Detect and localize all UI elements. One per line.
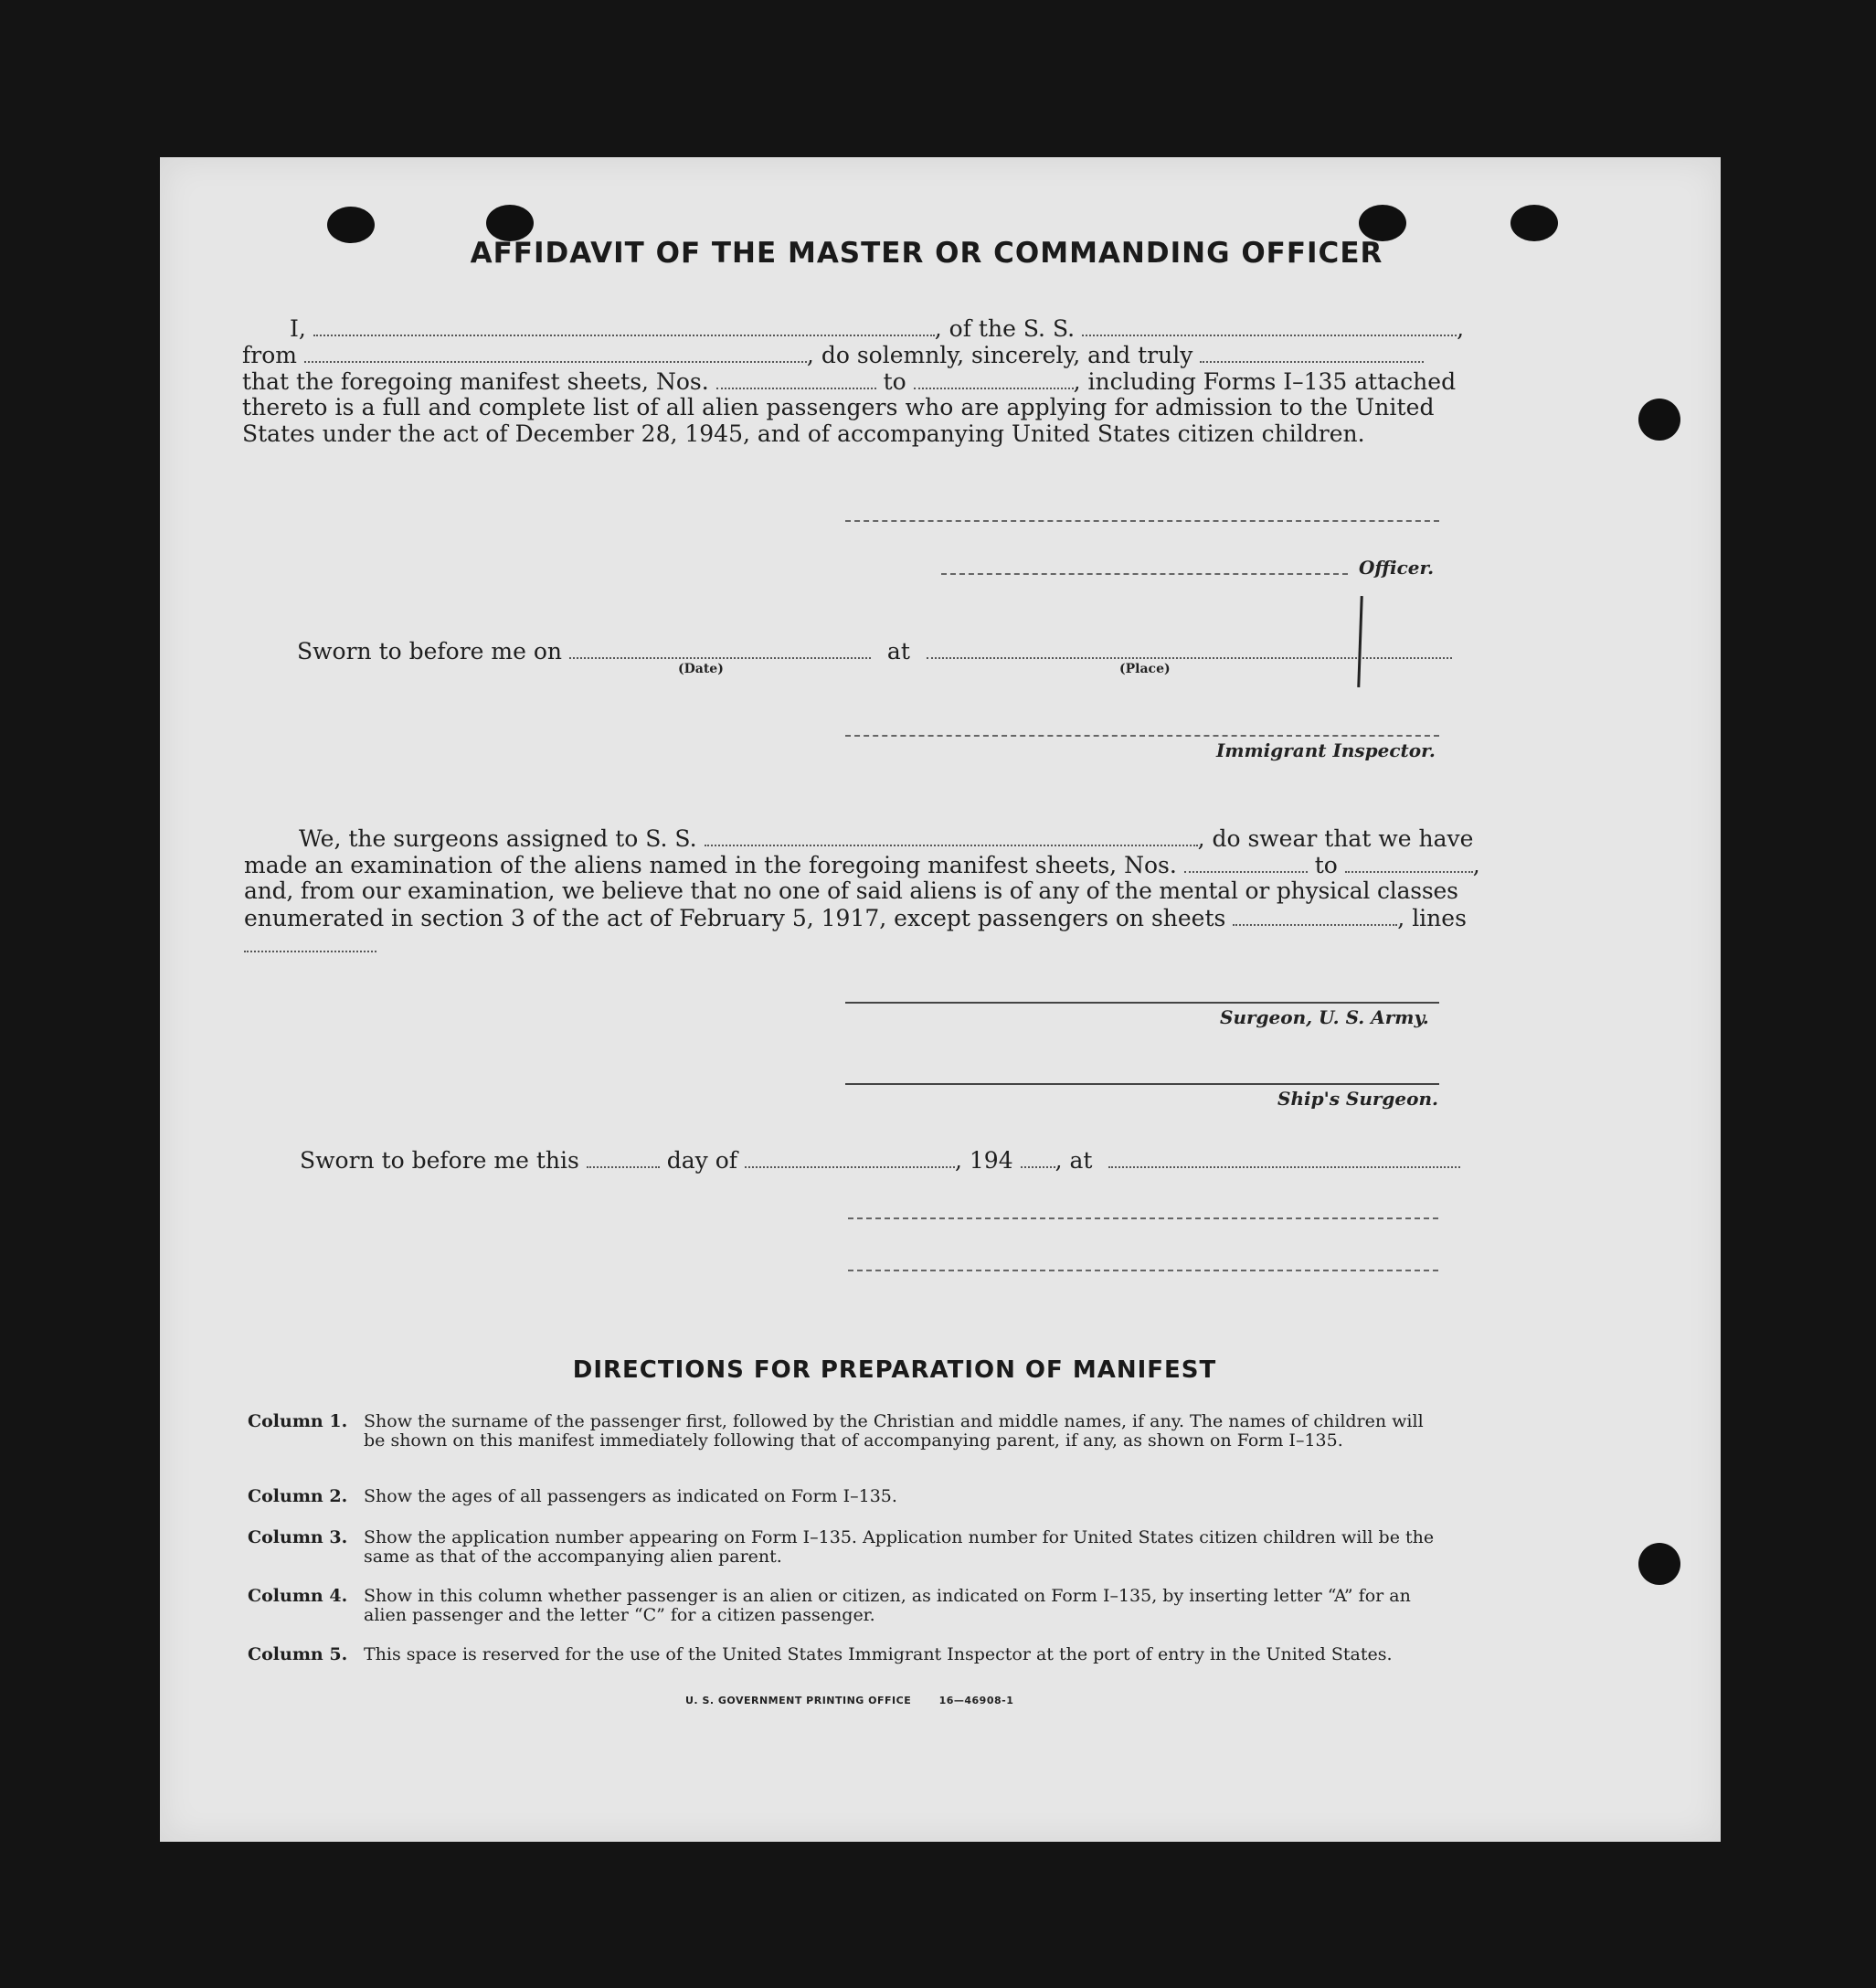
ship-surgeon-signature-line[interactable] bbox=[845, 1083, 1439, 1085]
column-3-label: Column 3. bbox=[248, 1527, 348, 1547]
affidavit-line-4: thereto is a full and complete list of all alien passengers who are applying for admission to the United bbox=[242, 394, 1435, 420]
sworn-month-field[interactable] bbox=[745, 1146, 955, 1168]
punch-hole bbox=[486, 205, 534, 241]
affidavit-line-3 bbox=[242, 367, 1456, 396]
affidavit-title: AFFIDAVIT OF THE MASTER OR COMMANDING OFFICER bbox=[470, 237, 1383, 270]
ss-label: , of the S. S. bbox=[934, 315, 1076, 342]
form-code: 16—46908-1 bbox=[938, 1695, 1014, 1706]
affidavit-line-5: States under the act of December 28, 1945, and of accompanying United States citizen children. bbox=[242, 420, 1365, 447]
surgeons-line-4 bbox=[244, 904, 1467, 932]
officer-label: Officer. bbox=[1359, 557, 1435, 579]
sworn-on-line bbox=[297, 637, 1452, 665]
sworn-date-field[interactable] bbox=[569, 637, 871, 659]
inspector-signature-line[interactable] bbox=[845, 735, 1439, 737]
officer-signature-line-1[interactable] bbox=[845, 520, 1439, 522]
date-caption: (Date) bbox=[678, 662, 724, 676]
i-label: I, bbox=[290, 315, 306, 342]
direction-column-3 bbox=[248, 1528, 1445, 1567]
sheets-to-field[interactable] bbox=[914, 367, 1074, 389]
lines-label: , lines bbox=[1397, 905, 1467, 931]
oath-field[interactable] bbox=[1200, 341, 1424, 363]
surgeons-intro: We, the surgeons assigned to S. S. bbox=[299, 825, 697, 852]
at-label: , at bbox=[1055, 1147, 1093, 1174]
departure-port-field[interactable] bbox=[304, 341, 807, 363]
sworn-day-field[interactable] bbox=[587, 1146, 660, 1168]
column-2-label: Column 2. bbox=[248, 1486, 348, 1506]
place-caption: (Place) bbox=[1119, 662, 1171, 676]
column-3-text: Show the application number appearing on Form I–135. Application number for United States citizen children will be the same as that of the accompanying alien parent. bbox=[364, 1527, 1435, 1567]
inspector-label: Immigrant Inspector. bbox=[1216, 739, 1436, 761]
direction-column-2 bbox=[248, 1487, 1445, 1506]
army-surgeon-signature-line[interactable] bbox=[845, 1002, 1439, 1004]
comma: , bbox=[1457, 315, 1465, 342]
sworn-place-field[interactable] bbox=[927, 637, 1452, 659]
sworn-this-line bbox=[300, 1146, 1460, 1175]
surgeon-sheets-to-field[interactable] bbox=[1345, 851, 1473, 873]
sworn-year-field[interactable] bbox=[1021, 1146, 1055, 1168]
affidavit-line-1 bbox=[290, 314, 1464, 343]
sheets-from-field[interactable] bbox=[716, 367, 876, 389]
officer-name-field[interactable] bbox=[313, 314, 935, 336]
punch-hole bbox=[1359, 205, 1406, 241]
ship-surgeon-label: Ship's Surgeon. bbox=[1277, 1088, 1438, 1110]
surgeon-sheets-from-field[interactable] bbox=[1184, 851, 1308, 873]
examination-text: made an examination of the aliens named in the foregoing manifest sheets, Nos. bbox=[244, 852, 1177, 878]
except-sheets-field[interactable] bbox=[1233, 904, 1397, 926]
surgeon-ship-field[interactable] bbox=[705, 824, 1198, 846]
column-1-label: Column 1. bbox=[248, 1411, 348, 1431]
to-label: to bbox=[883, 368, 906, 395]
column-5-text: This space is reserved for the use of the United States Immigrant Inspector at the port of entry in the United States. bbox=[364, 1644, 1393, 1664]
signature-line-b[interactable] bbox=[848, 1270, 1438, 1271]
ship-name-field[interactable] bbox=[1082, 314, 1457, 336]
swear-text: , do swear that we have bbox=[1197, 825, 1474, 852]
forms-text: , including Forms I–135 attached bbox=[1073, 368, 1457, 395]
surgeons-line-3: and, from our examination, we believe that no one of said aliens is of any of the mental or physical classes bbox=[244, 877, 1458, 904]
column-2-text: Show the ages of all passengers as indicated on Form I–135. bbox=[364, 1486, 897, 1506]
column-4-text: Show in this column whether passenger is an alien or citizen, as indicated on Form I–135, by inserting letter “A” for an alien passenger and the letter “C” for a citizen passenger. bbox=[364, 1586, 1411, 1625]
signature-line-a[interactable] bbox=[848, 1217, 1438, 1219]
year-label: , 194 bbox=[955, 1147, 1013, 1174]
solemnly-text: , do solemnly, sincerely, and truly bbox=[806, 342, 1193, 368]
punch-hole bbox=[1510, 205, 1558, 241]
sheets-text: that the foregoing manifest sheets, Nos. bbox=[242, 368, 709, 395]
punch-hole bbox=[1638, 1543, 1680, 1585]
direction-column-4 bbox=[248, 1587, 1445, 1625]
army-surgeon-label: Surgeon, U. S. Army. bbox=[1220, 1006, 1429, 1028]
sworn-this-label: Sworn to before me this bbox=[300, 1147, 579, 1174]
surgeons-line-2 bbox=[244, 851, 1480, 879]
sworn-location-field[interactable] bbox=[1108, 1146, 1460, 1168]
officer-signature-line-2[interactable] bbox=[941, 573, 1348, 575]
printer-name: U. S. GOVERNMENT PRINTING OFFICE bbox=[685, 1695, 912, 1706]
column-1-text: Show the surname of the passenger first, followed by the Christian and middle names, if any. The names of children will be shown on this manifest immediately following that of accompanying parent, if any, as shown on Form I–135. bbox=[364, 1411, 1424, 1451]
from-label: from bbox=[242, 342, 297, 368]
day-of-label: day of bbox=[666, 1147, 738, 1174]
enumerated-text: enumerated in section 3 of the act of February 5, 1917, except passengers on sheets bbox=[244, 905, 1226, 931]
sworn-on-label: Sworn to before me on bbox=[297, 638, 563, 664]
direction-column-5 bbox=[248, 1645, 1445, 1664]
sworn-at-label: at bbox=[886, 638, 910, 664]
except-lines-field[interactable] bbox=[244, 930, 376, 952]
punch-hole bbox=[1638, 399, 1680, 441]
surgeons-line-5 bbox=[244, 930, 376, 959]
printer-imprint bbox=[685, 1695, 1013, 1706]
affidavit-line-2 bbox=[242, 341, 1424, 369]
to-label: to bbox=[1314, 852, 1338, 878]
directions-title: DIRECTIONS FOR PREPARATION OF MANIFEST bbox=[572, 1356, 1217, 1384]
surgeons-line-1 bbox=[299, 824, 1473, 853]
comma: , bbox=[1472, 852, 1480, 878]
direction-column-1 bbox=[248, 1412, 1445, 1451]
column-4-label: Column 4. bbox=[248, 1586, 348, 1606]
column-5-label: Column 5. bbox=[248, 1644, 348, 1664]
document-page bbox=[160, 157, 1721, 1842]
